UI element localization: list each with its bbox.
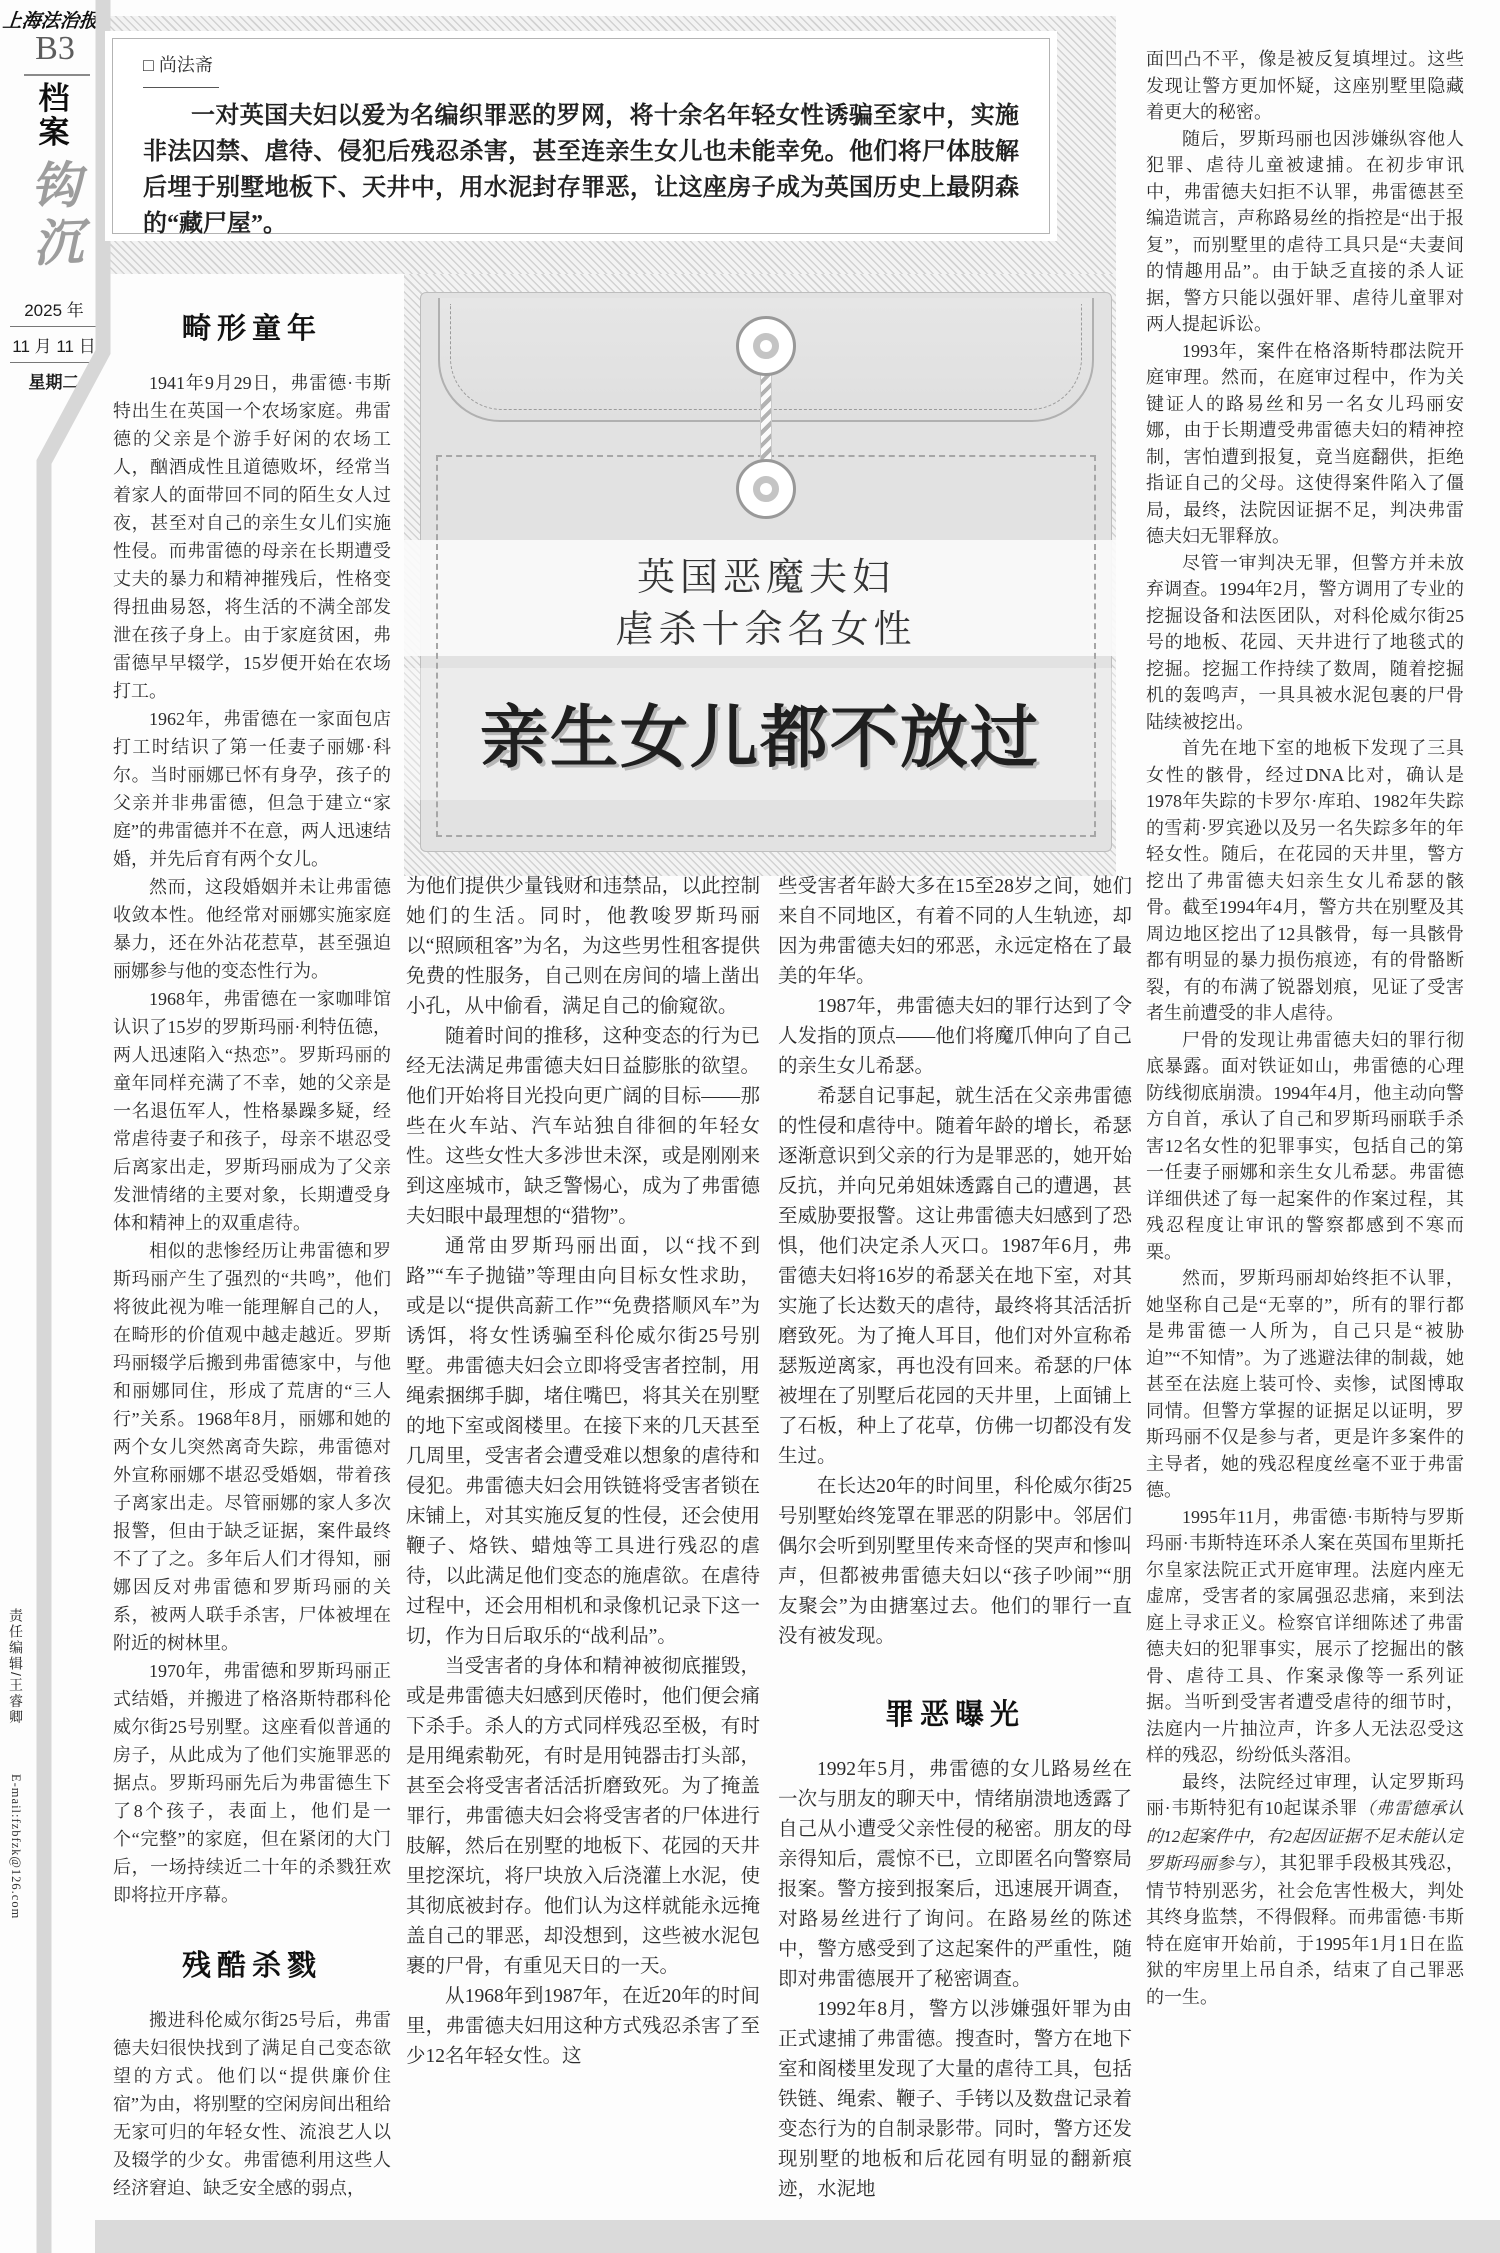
intro-box [112, 38, 1050, 237]
kicker-line-1: 英国恶魔夫妇 [636, 557, 895, 599]
paragraph-segment: 随后，罗斯玛丽也因涉嫌纵容他人犯罪、虐待儿童被逮捕。在初步审讯中，弗雷德夫妇拒不认罪，弗雷德甚至编造谎言，声称路易丝的指控是“出于报复”，而别墅里的虐待工具只是“夫妻间的情趣用品”。由于缺乏直接的杀人证据，警方只能以强奸罪、虐待儿童罪对两人提起诉讼。 [1146, 128, 1464, 334]
article-paragraph [113, 705, 391, 873]
section-script-char-2: 沉 [32, 214, 84, 272]
kicker-line-2: 虐杀十余名女性 [615, 609, 917, 651]
editor-name: 责任编辑/王睿卿 [8, 1608, 24, 1726]
article-paragraph [1146, 735, 1464, 1027]
paragraph-segment: 搬进科伦威尔街25号后，弗雷德夫妇很快找到了满足自己变态欲望的方式。他们以“提供廉价住宿”为由，将别墅的空闲房间出租给无家可归的年轻女性、流浪艺人以及辍学的少女。弗雷德利用这些人经济窘迫、缺乏安全感的弱点， [113, 2010, 391, 2198]
paragraph-segment: 1962年，弗雷德在一家面包店打工时结识了第一任妻子丽娜·科尔。当时丽娜已怀有身孕，孩子的父亲并非弗雷德，但急于建立“家庭”的弗雷德并不在意，两人迅速结婚，并先后育有两个女儿。 [113, 709, 391, 869]
intro-byline-text: □ 尚法斋 [143, 51, 219, 88]
article-column-4 [1146, 46, 1464, 2218]
article-paragraph [113, 873, 391, 985]
paragraph-segment: 1995年11月，弗雷德·韦斯特与罗斯玛丽·韦斯特连环杀人案在英国布里斯托尔皇家法院正式开庭审理。法庭内座无虚席，受害者的家属强忍悲痛，来到法庭上寻求正义。检察官详细陈述了弗雷德夫妇的犯罪事实，展示了挖掘出的骸骨、虐待工具、作案录像等一系列证据。当听到受害者遭受虐待的细节时，法庭内一片抽泣声，许多人无法忍受这样的残忍，纷纷低头落泪。 [1146, 1506, 1464, 1765]
article-paragraph [1146, 126, 1464, 338]
paragraph-segment: 1941年9月29日，弗雷德·韦斯特出生在英国一个农场家庭。弗雷德的父亲是个游手好闲的农场工人，酗酒成性且道德败坏，经常当着家人的面带回不同的陌生女人过夜，甚至对自己的亲生女儿们实施性侵。而弗雷德的母亲在长期遭受丈夫的暴力和精神摧残后，性格变得扭曲易怒，将生活的不满全部发泄在孩子身上。由于家庭贫困，弗雷德早早辍学，15岁便开始在农场打工。 [113, 373, 391, 701]
article-paragraph [113, 2006, 391, 2202]
paragraph-segment: 最终，法院经过审理，认定罗斯玛丽·韦斯特犯有10起谋杀罪 [1146, 1771, 1464, 1818]
headline-kicker [420, 552, 1112, 656]
newspaper-logo: 上海法治报 [1, 11, 99, 32]
paragraph-segment: 些受害者年龄大多在15至28岁之间，她们来自不同地区，有着不同的人生轨迹，却因为弗雷德夫妇的邪恶，永远定格在了最美的年华。 [778, 876, 1132, 987]
paragraph-segment: ，其犯罪手段极其残忍，情节特别恶劣，社会危害性极大，判处其终身监禁，不得假释。而弗雷德·韦斯特在庭审开始前，于1995年1月1日在监狱的牢房里上吊自杀，结束了自己罪恶的一生。 [1146, 1853, 1464, 2007]
headline-title: 亲生女儿都不放过 [479, 700, 1040, 776]
paragraph-segment: 然而，罗斯玛丽却始终拒不认罪，她坚称自己是“无辜的”，所有的罪行都是弗雷德一人所为，自己只是“被胁迫”“不知情”。为了逃避法律的制裁，她甚至在法庭上装可怜、卖惨，试图博取同情。但警方掌握的证据足以证明，罗斯玛丽不仅是参与者，更是许多案件的主导者，她的残忍程度丝毫不亚于弗雷德。 [1146, 1268, 1464, 1500]
article-paragraph [778, 872, 1132, 992]
section-char-1: 档 [38, 81, 70, 116]
article-paragraph [778, 1995, 1132, 2205]
paragraph-segment: 1968年，弗雷德在一家咖啡馆认识了15岁的罗斯玛丽·利特伍德，两人迅速陷入“热恋”。罗斯玛丽的童年同样充满了不幸，她的父亲是一名退伍军人，性格暴躁多疑，经常虐待妻子和孩子，母亲不堪忍受后离家出走，罗斯玛丽成为了父亲发泄情绪的主要对象，长期遭受身体和精神上的双重虐待。 [113, 989, 391, 1233]
intro-byline [143, 51, 1019, 88]
paragraph-segment: 希瑟自记事起，就生活在父亲弗雷德的性侵和虐待中。随着年龄的增长，希瑟逐渐意识到父亲的行为是罪恶的，她开始反抗，并向兄弟姐妹透露自己的遭遇，甚至威胁要报警。这让弗雷德夫妇感到了恐惧，他们决定杀人灭口。1987年6月，弗雷德夫妇将16岁的希瑟关在地下室，对其实施了长达数天的虐待，最终将其活活折磨致死。为了掩人耳目，他们对外宣称希瑟叛逆离家，再也没有回来。希瑟的尸体被埋在了别墅后花园的天井里，上面铺上了石板，种上了花草，仿佛一切都没有发生过。 [778, 1086, 1132, 1467]
paragraph-segment: 尽管一审判决无罪，但警方并未放弃调查。1994年2月，警方调用了专业的挖掘设备和法医团队，对科伦威尔街25号的地板、花园、天井进行了地毯式的挖掘。挖掘工作持续了数周，随着挖掘机的轰鸣声，一具具被水泥包裹的尸骨陆续被挖出。 [1146, 552, 1464, 732]
article-column-2 [406, 872, 760, 2218]
article-paragraph [113, 1657, 391, 1909]
section-heading [778, 1692, 1132, 1733]
section-heading [113, 306, 391, 347]
paragraph-segment: 畸形童年 [181, 313, 322, 345]
article-paragraph [406, 872, 760, 1022]
article-column-1 [113, 300, 391, 2217]
article-paragraph [406, 1022, 760, 1232]
date-weekday: 星期二 [28, 373, 80, 392]
paragraph-segment: 随着时间的推移，这种变态的行为已经无法满足弗雷德夫妇日益膨胀的欲望。他们开始将目光投向更广阔的目标——那些在火车站、汽车站独自徘徊的年轻女性。这些女性大多涉世未深，或是刚刚来到这座城市，缺乏警惕心，成为了弗雷德夫妇眼中最理想的“猎物”。 [406, 1026, 760, 1227]
paragraph-segment: 相似的悲惨经历让弗雷德和罗斯玛丽产生了强烈的“共鸣”，他们将彼此视为唯一能理解自己的人，在畸形的价值观中越走越近。罗斯玛丽辍学后搬到弗雷德家中，与他和丽娜同住，形成了荒唐的“三人行”关系。1968年8月，丽娜和她的两个女儿突然离奇失踪，弗雷德对外宣称丽娜不堪忍受婚姻，带着孩子离家出走。尽管丽娜的家人多次报警，但由于缺乏证据，案件最终不了了之。多年后人们才得知，丽娜因反对弗雷德和罗斯玛丽的关系，被两人联手杀害，尸体被埋在附近的树林里。 [113, 1241, 391, 1653]
page-number: B3 [35, 30, 75, 67]
article-paragraph [113, 369, 391, 705]
section-script-char-1: 钩 [30, 157, 82, 215]
paragraph-segment: 面凹凸不平，像是被反复填埋过。这些发现让警方更加怀疑，这座别墅里隐藏着更大的秘密。 [1146, 49, 1464, 122]
article-paragraph [1146, 1027, 1464, 1266]
paragraph-segment: 1987年，弗雷德夫妇的罪行达到了令人发指的顶点——他们将魔爪伸向了自己的亲生女儿希瑟。 [778, 996, 1132, 1077]
date-year: 2025 年 [24, 301, 84, 320]
article-paragraph [113, 985, 391, 1237]
paragraph-segment: 1992年8月，警方以涉嫌强奸罪为由正式逮捕了弗雷德。搜查时，警方在地下室和阁楼里发现了大量的虐待工具，包括铁链、绳索、鞭子、手铐以及数盘记录着变态行为的自制录影带。同时，警方还发现别墅的地板和后花园有明显的翻新痕迹，水泥地 [778, 1999, 1132, 2200]
article-paragraph [1146, 46, 1464, 126]
paragraph-segment: 1993年，案件在格洛斯特郡法院开庭审理。然而，在庭审过程中，作为关键证人的路易丝和另一名女儿玛丽安娜，由于长期遭受弗雷德夫妇的精神控制，害怕遭到报复，竟当庭翻供，拒绝指证自己的父母。这使得案件陷入了僵局，最终，法院因证据不足，判决弗雷德夫妇无罪释放。 [1146, 340, 1464, 546]
article-paragraph [406, 1232, 760, 1652]
section-char-2: 案 [38, 115, 70, 150]
paragraph-segment: 1992年5月，弗雷德的女儿路易丝在一次与朋友的聊天中，情绪崩溃地透露了自己从小遭受父亲性侵的秘密。朋友的母亲得知后，震惊不已，立即匿名向警察局报案。警方接到报案后，迅速展开调查，对路易丝进行了询问。在路易丝的陈述中，警方感受到了这起案件的严重性，随即对弗雷德展开了秘密调查。 [778, 1759, 1132, 1990]
paragraph-segment: 残酷杀戮 [181, 1950, 322, 1982]
intro-summary: 一对英国夫妇以爱为名编织罪恶的罗网，将十余名年轻女性诱骗至家中，实施非法囚禁、虐待、侵犯后残忍杀害，甚至连亲生女儿也未能幸免。他们将尸体肢解后埋于别墅地板下、天井中，用水泥封存罪恶，让这座房子成为英国历史上最阴森的“藏尸屋”。 [143, 103, 1019, 237]
envelope-grommet-bottom [736, 459, 796, 519]
paragraph-segment: 1970年，弗雷德和罗斯玛丽正式结婚，并搬进了格洛斯特郡科伦威尔街25号别墅。这座看似普通的房子，从此成为了他们实施罪恶的据点。罗斯玛丽先后为弗雷德生下了8个孩子，表面上，他们是一个“完整”的家庭，但在紧闭的大门后，一场持续近二十年的杀戮狂欢即将拉开序幕。 [113, 1661, 391, 1905]
envelope-grommet-top [736, 316, 796, 376]
sidebar-ribbon [0, 0, 130, 2253]
article-paragraph [778, 1755, 1132, 1995]
paragraph-segment: 为他们提供少量钱财和违禁品，以此控制她们的生活。同时，他教唆罗斯玛丽以“照顾租客”为名，为这些男性租客提供免费的性服务，自己则在房间的墙上凿出小孔，从中偷看，满足自己的偷窥欲。 [406, 876, 760, 1017]
paragraph-segment: 罪恶曝光 [884, 1699, 1025, 1731]
article-paragraph [778, 1082, 1132, 1472]
section-heading [113, 1943, 391, 1984]
article-paragraph [1146, 1504, 1464, 1769]
article-paragraph [1146, 550, 1464, 736]
article-paragraph [406, 1652, 760, 1982]
paragraph-segment: 首先在地下室的地板下发现了三具女性的骸骨，经过DNA比对，确认是1978年失踪的卡罗尔·库珀、1982年失踪的雪莉·罗宾逊以及另一名失踪多年的年轻女性。随后，在花园的天井里，警方挖出了弗雷德夫妇亲生女儿希瑟的骸骨。截至1994年4月，警方共在别墅及其周边地区挖出了12具骸骨，每一具骸骨都有明显的暴力损伤痕迹，有的骨骼断裂，有的布满了锐器划痕，见证了受害者生前遭受的非人虐待。 [1146, 738, 1464, 1023]
article-paragraph [778, 992, 1132, 1082]
paragraph-segment: 当受害者的身体和精神被彻底摧毁，或是弗雷德夫妇感到厌倦时，他们便会痛下杀手。杀人的方式同样残忍至极，有时是用绳索勒死，有时是用钝器击打头部，甚至会将受害者活活折磨致死。为了掩盖罪行，弗雷德夫妇会将受害者的尸体进行肢解，然后在别墅的地板下、花园的天井里挖深坑，将尸块放入后浇灌上水泥，使其彻底被封存。他们认为这样就能永远掩盖自己的罪恶，却没想到，这些被水泥包裹的尸骨，有重见天日的一天。 [406, 1656, 760, 1977]
article-column-3 [778, 872, 1132, 2218]
article-paragraph [778, 1472, 1132, 1652]
editor-email: E-mail:fzbfzk@126.com [9, 1773, 23, 1920]
grommet-hole-icon [753, 476, 779, 502]
grommet-hole-icon [753, 333, 779, 359]
article-paragraph [1146, 1769, 1464, 2011]
paragraph-segment: 尸骨的发现让弗雷德夫妇的罪行彻底暴露。面对铁证如山，弗雷德的心理防线彻底崩溃。1994年4月，他主动向警方自首，承认了自己和罗斯玛丽联手杀害12名女性的犯罪事实，包括自己的第一任妻子丽娜和亲生女儿希瑟。弗雷德详细供述了每一起案件的作案过程，其残忍程度让审讯的警察都感到不寒而栗。 [1146, 1029, 1464, 1262]
paragraph-segment: 然而，这段婚姻并未让弗雷德收敛本性。他经常对丽娜实施家庭暴力，还在外沾花惹草，甚至强迫丽娜参与他的变态性行为。 [113, 877, 391, 981]
paragraph-segment: 在长达20年的时间里，科伦威尔街25号别墅始终笼罩在罪恶的阴影中。邻居们偶尔会听到别墅里传来奇怪的哭声和惨叫声，但都被弗雷德夫妇以“孩子吵闹”“朋友聚会”为由搪塞过去。他们的罪行一直没有被发现。 [778, 1476, 1132, 1647]
paragraph-segment: 从1968年到1987年，在近20年的时间里，弗雷德夫妇用这种方式残忍杀害了至少12名年轻女性。这 [406, 1986, 760, 2067]
article-paragraph [113, 1237, 391, 1657]
paragraph-segment: 通常由罗斯玛丽出面，以“找不到路”“车子抛锚”等理由向目标女性求助，或是以“提供高薪工作”“免费搭顺风车”为诱饵，将女性诱骗至科伦威尔街25号别墅。弗雷德夫妇会立即将受害者控制，用绳索捆绑手脚，堵住嘴巴，将其关在别墅的地下室或阁楼里。在接下来的几天甚至几周里，受害者会遭受难以想象的虐待和侵犯。弗雷德夫妇会用铁链将受害者锁在床铺上，对其实施反复的性侵，还会使用鞭子、烙铁、蜡烛等工具进行残忍的虐待，以此满足他们变态的施虐欲。在虐待过程中，还会用相机和录像机记录下这一切，作为日后取乐的“战利品”。 [406, 1236, 760, 1647]
bottom-margin-band [95, 2220, 1500, 2253]
article-paragraph [1146, 1265, 1464, 1504]
article-paragraph [406, 1982, 760, 2072]
date-day: 11 月 11 日 [12, 337, 96, 356]
article-paragraph [1146, 338, 1464, 550]
paragraph-note-segment: （弗雷德承认的12起案件中，有2起因证据不足未能认定罗斯玛丽参与） [1146, 1799, 1464, 1873]
